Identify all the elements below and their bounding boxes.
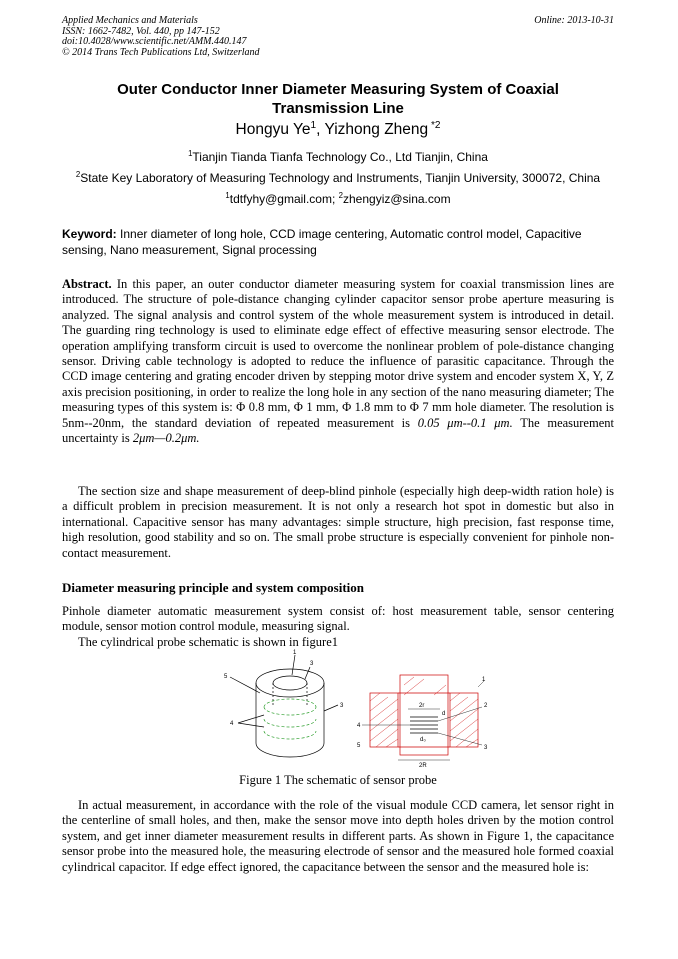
keywords-text: Inner diameter of long hole, CCD image centering, Automatic control model, Capacitive sensing, Nano measurement, Signal processing	[62, 227, 582, 257]
email-2-sup: 2	[338, 191, 343, 200]
title-line-1: Outer Conductor Inner Diameter Measuring System of Coaxial	[117, 81, 559, 98]
left-label-3: 3	[310, 661, 314, 667]
left-label-3b: 3	[340, 703, 344, 709]
sensor-probe-figure	[220, 645, 498, 770]
abstract-uncertainty: 2μm—0.2μm.	[132, 431, 200, 446]
journal-name: Applied Mechanics and Materials	[62, 15, 198, 26]
emails	[62, 192, 614, 206]
cylinder-drawing	[230, 655, 338, 757]
section-heading: Diameter measuring principle and system composition	[62, 580, 364, 595]
abstract-label: Abstract.	[62, 277, 112, 291]
right-label-5: 5	[357, 743, 361, 749]
affiliation-2	[62, 171, 614, 185]
abstract-mid: The measurement uncertainty is	[62, 415, 614, 446]
keywords	[62, 227, 614, 258]
section-paragraph-1: Pinhole diameter automatic measurement system consist of: host measurement table, sensor centering module, sensor motion control module, measuring signal.	[62, 604, 614, 634]
left-label-1: 1	[293, 650, 297, 656]
abstract-text: In this paper, an outer conductor diameter measuring system for coaxial transmission lines are introduced. The structure of pole-distance changing cylinder capacitor sensor probe aperture measuring is analyzed. The signal analysis and control system of the whole measurement system is introduced in detail. The guarding ring technology is used to eliminate edge effect of effective measuring sensor electrode. The operation amplifying transform circuit is used to overcome the nonlinear problem of pole-distance changing sensor. Driving cable technology is adopted to reduce the influence of parasitic capacitance. Through the CCD image centering and grating encoder driven by stepping motor drive system and encoder system X, Y, Z axis precision positioning, in order to realize the long hole in any section of the nano measuring diameter; The measuring types of this system is: Φ 0.8 mm, Φ 1 mm, Φ 1.8 mm to Φ 7 mm hole diameter. The resolution is 5nm--20nm, the standard deviation of repeated measurement is	[62, 277, 614, 430]
author-separator: ,	[316, 121, 325, 138]
paper-title	[62, 80, 614, 118]
abstract	[62, 277, 614, 446]
right-label-1: 1	[482, 677, 486, 683]
journal-header	[62, 16, 614, 58]
abstract-std: 0.05 μm--0.1 μm.	[417, 415, 513, 430]
author-2-sup: *2	[428, 119, 441, 131]
doi-line: doi:10.4028/www.scientific.net/AMM.440.147	[62, 36, 247, 47]
dim-d0: d₀	[420, 737, 426, 743]
author-1: Hongyu Ye	[235, 121, 311, 138]
email-1: tdtfyhy@gmail.com;	[229, 192, 339, 206]
figure-caption: Figure 1 The schematic of sensor probe	[239, 773, 437, 787]
right-label-2: 2	[484, 703, 488, 709]
affiliation-1	[62, 150, 614, 164]
email-1-sup: 1	[225, 191, 230, 200]
right-label-4: 4	[357, 723, 361, 729]
keywords-label: Keyword:	[62, 227, 117, 241]
affiliation-1-text: Tianjin Tianda Tianfa Technology Co., Ltd Tianjin, China	[192, 150, 488, 164]
dim-2r: 2r	[419, 703, 425, 709]
affiliation-1-sup: 1	[188, 149, 193, 158]
dim-d: d	[442, 711, 446, 717]
online-date: Online: 2013-10-31	[534, 15, 614, 26]
affiliation-2-text: State Key Laboratory of Measuring Technology and Instruments, Tianjin University, 300072, China	[80, 171, 601, 185]
section-paragraph-2: The cylindrical probe schematic is shown in figure1	[78, 635, 338, 649]
dim-2R: 2R	[419, 763, 427, 769]
title-line-2: Transmission Line	[272, 100, 404, 117]
right-label-3: 3	[484, 745, 488, 751]
copyright-line: © 2014 Trans Tech Publications Ltd, Switzerland	[62, 46, 260, 58]
author-2: Yizhong Zheng	[324, 121, 429, 138]
section-drawing	[362, 675, 484, 760]
author-1-sup: 1	[310, 119, 317, 131]
body-paragraph: In actual measurement, in accordance with the role of the visual module CCD camera, let sensor right in the centerline of small holes, and then, make the sensor move into depth holes driven by the motion control system, and get inner diameter measurement results in different parts. As shown in Figure 1, the capacitance sensor probe into the measured hole, the measuring electrode of sensor and the measured hole formed coaxial cylindrical capacitor. If edge effect ignored, the capacitance between the sensor and the measured hole is:	[62, 798, 614, 874]
affiliation-2-sup: 2	[75, 170, 81, 179]
email-2: zhengyiz@sina.com	[343, 192, 451, 206]
authors	[62, 121, 614, 139]
intro-paragraph: The section size and shape measurement of deep-blind pinhole (especially high deep-width ration hole) is a difficult problem in precision measurement. It is not only a research hot spot in domestic but also in international. Capacitive sensor has many advantages: simple structure, high precision, fast response time, high resolution, good stability and so on. The small probe structure is especially convenient for pinhole non-contact measurement.	[62, 484, 614, 560]
left-label-5: 5	[224, 674, 228, 680]
issn-line: ISSN: 1662-7482, Vol. 440, pp 147-152	[62, 25, 220, 37]
left-label-4: 4	[230, 721, 234, 727]
